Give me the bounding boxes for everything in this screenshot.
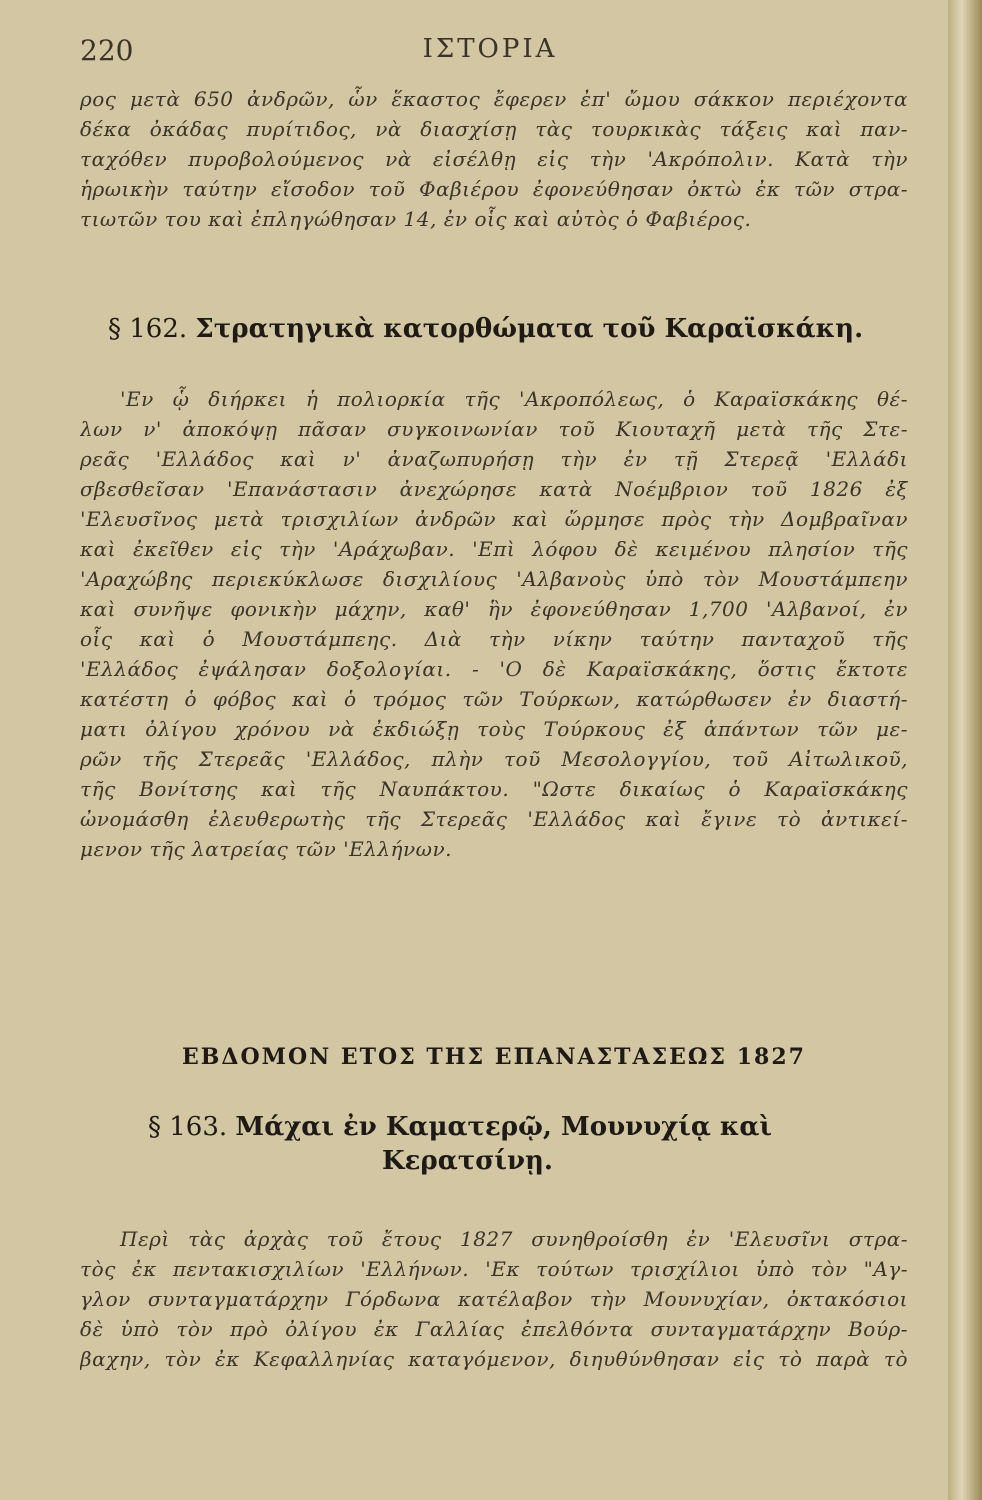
text-line: κατέστη ὁ φόβος καὶ ὁ τρόμος τῶν Τούρκων, κατώρθωσεν ἐν διαστή- [80,687,908,711]
section-163-body [80,1224,908,1374]
top-paragraph [80,84,908,234]
section-number: § 163. [148,1112,228,1142]
text-line: οἷς καὶ ὁ Μουστάμπεης. Διὰ τὴν νίκην ταύτην πανταχοῦ τῆς [80,627,908,651]
section-163-heading [148,1110,868,1178]
section-title-cont: Κερατσίνῃ. [382,1146,553,1176]
text-line: καὶ συνῆψε φονικὴν μάχην, καθ' ἣν ἐφονεύθησαν 1,700 'Αλβανοί, ἐν [80,597,908,621]
text-line: δέκα ὀκάδας πυρίτιδος, νὰ διασχίσῃ τὰς τουρκικὰς τάξεις καὶ παν- [80,117,908,141]
page-header [70,28,910,68]
text-line: 'Ελλάδος ἐψάλησαν δοξολογίαι. - 'Ο δὲ Καραϊσκάκης, ὅστις ἔκτοτε [80,657,908,681]
text-line: 'Ελευσῖνος μετὰ τρισχιλίων ἀνδρῶν καὶ ὥρμησε πρὸς τὴν Δομβραῖναν [80,507,908,531]
text-line: 'Εν ᾧ διήρκει ἡ πολιορκία τῆς 'Ακροπόλεως, ὁ Καραϊσκάκης θέ- [120,387,908,411]
text-line: γλον συνταγματάρχην Γόρδωνα κατέλαβον τὴν Μουνυχίαν, ὀκτακόσιοι [80,1287,908,1311]
text-line: ταχόθεν πυροβολούμενος νὰ εἰσέλθῃ εἰς τὴν 'Ακρόπολιν. Κατὰ τὴν [80,147,908,171]
running-head: ΙΣΤΟΡΙΑ [422,34,558,64]
text-line: ρῶν τῆς Στερεᾶς 'Ελλάδος, πλὴν τοῦ Μεσολογγίου, τοῦ Αἰτωλικοῦ, [80,747,908,771]
text-line: δὲ ὑπὸ τὸν πρὸ ὀλίγου ἐκ Γαλλίας ἐπελθόντα συνταγματάρχην Βούρ- [80,1317,908,1341]
year-heading: ΕΒΔΟΜΟΝ ΕΤΟΣ ΤΗΣ ΕΠΑΝΑΣΤΑΣΕΩΣ 1827 [182,1044,806,1070]
text-line: βαχην, τὸν ἐκ Κεφαλληνίας καταγόμενον, διηυθύνθησαν εἰς τὸ παρὰ τὸ [80,1347,908,1371]
page-number: 220 [80,34,134,67]
section-number: § 162. [108,314,188,344]
text-line: λων ν' ἀποκόψῃ πᾶσαν συγκοινωνίαν τοῦ Κιουταχῆ μετὰ τῆς Στε- [80,417,908,441]
text-line: τιωτῶν του καὶ ἐπληγώθησαν 14, ἐν οἷς καὶ αὐτὸς ὁ Φαβιέρος. [80,207,752,231]
text-line: τὸς ἐκ πεντακισχιλίων 'Ελλήνων. 'Εκ τούτων τρισχίλιοι ὑπὸ τὸν "Αγ- [80,1257,908,1281]
text-line: τῆς Βονίτσης καὶ τῆς Ναυπάκτου. "Ωστε δικαίως ὁ Καραϊσκάκης [80,777,908,801]
text-line: ρος μετὰ 650 ἀνδρῶν, ὧν ἕκαστος ἔφερεν ἐπ' ὤμου σάκκον περιέχοντα [80,87,908,111]
section-162-heading [108,312,898,346]
section-title: Μάχαι ἐν Καματερῷ, Μουνυχίᾳ καὶ [235,1112,773,1142]
text-line: Περὶ τὰς ἀρχὰς τοῦ ἔτους 1827 συνηθροίσθη ἐν 'Ελευσῖνι στρα- [120,1227,908,1251]
text-line: ματι ὀλίγου χρόνου νὰ ἐκδιώξῃ τοὺς Τούρκους ἐξ ἁπάντων τῶν με- [80,717,908,741]
page-fold-edge [948,0,982,1500]
text-line: 'Αραχώβης περιεκύκλωσε δισχιλίους 'Αλβανοὺς ὑπὸ τὸν Μουστάμπεην [80,567,908,591]
section-title: Στρατηγικὰ κατορθώματα τοῦ Καραϊσκάκη. [195,314,864,344]
section-162-body [80,384,908,864]
text-line: μενον τῆς λατρείας τῶν 'Ελλήνων. [80,837,452,861]
text-line: καὶ ἐκεῖθεν εἰς τὴν 'Αράχωβαν. 'Επὶ λόφου δὲ κειμένου πλησίον τῆς [80,537,908,561]
text-line: σβεσθεῖσαν 'Επανάστασιν ἀνεχώρησε κατὰ Νοέμβριον τοῦ 1826 ἐξ [80,477,908,501]
text-line: ρεᾶς 'Ελλάδος καὶ ν' ἀναζωπυρήσῃ τὴν ἐν τῇ Στερεᾷ 'Ελλάδι [80,447,908,471]
text-line: ἡρωικὴν ταύτην εἴσοδον τοῦ Φαβιέρου ἐφονεύθησαν ὀκτὼ ἐκ τῶν στρα- [80,177,908,201]
text-line: ὠνομάσθη ἐλευθερωτὴς τῆς Στερεᾶς 'Ελλάδος καὶ ἔγινε τὸ ἀντικεί- [80,807,908,831]
